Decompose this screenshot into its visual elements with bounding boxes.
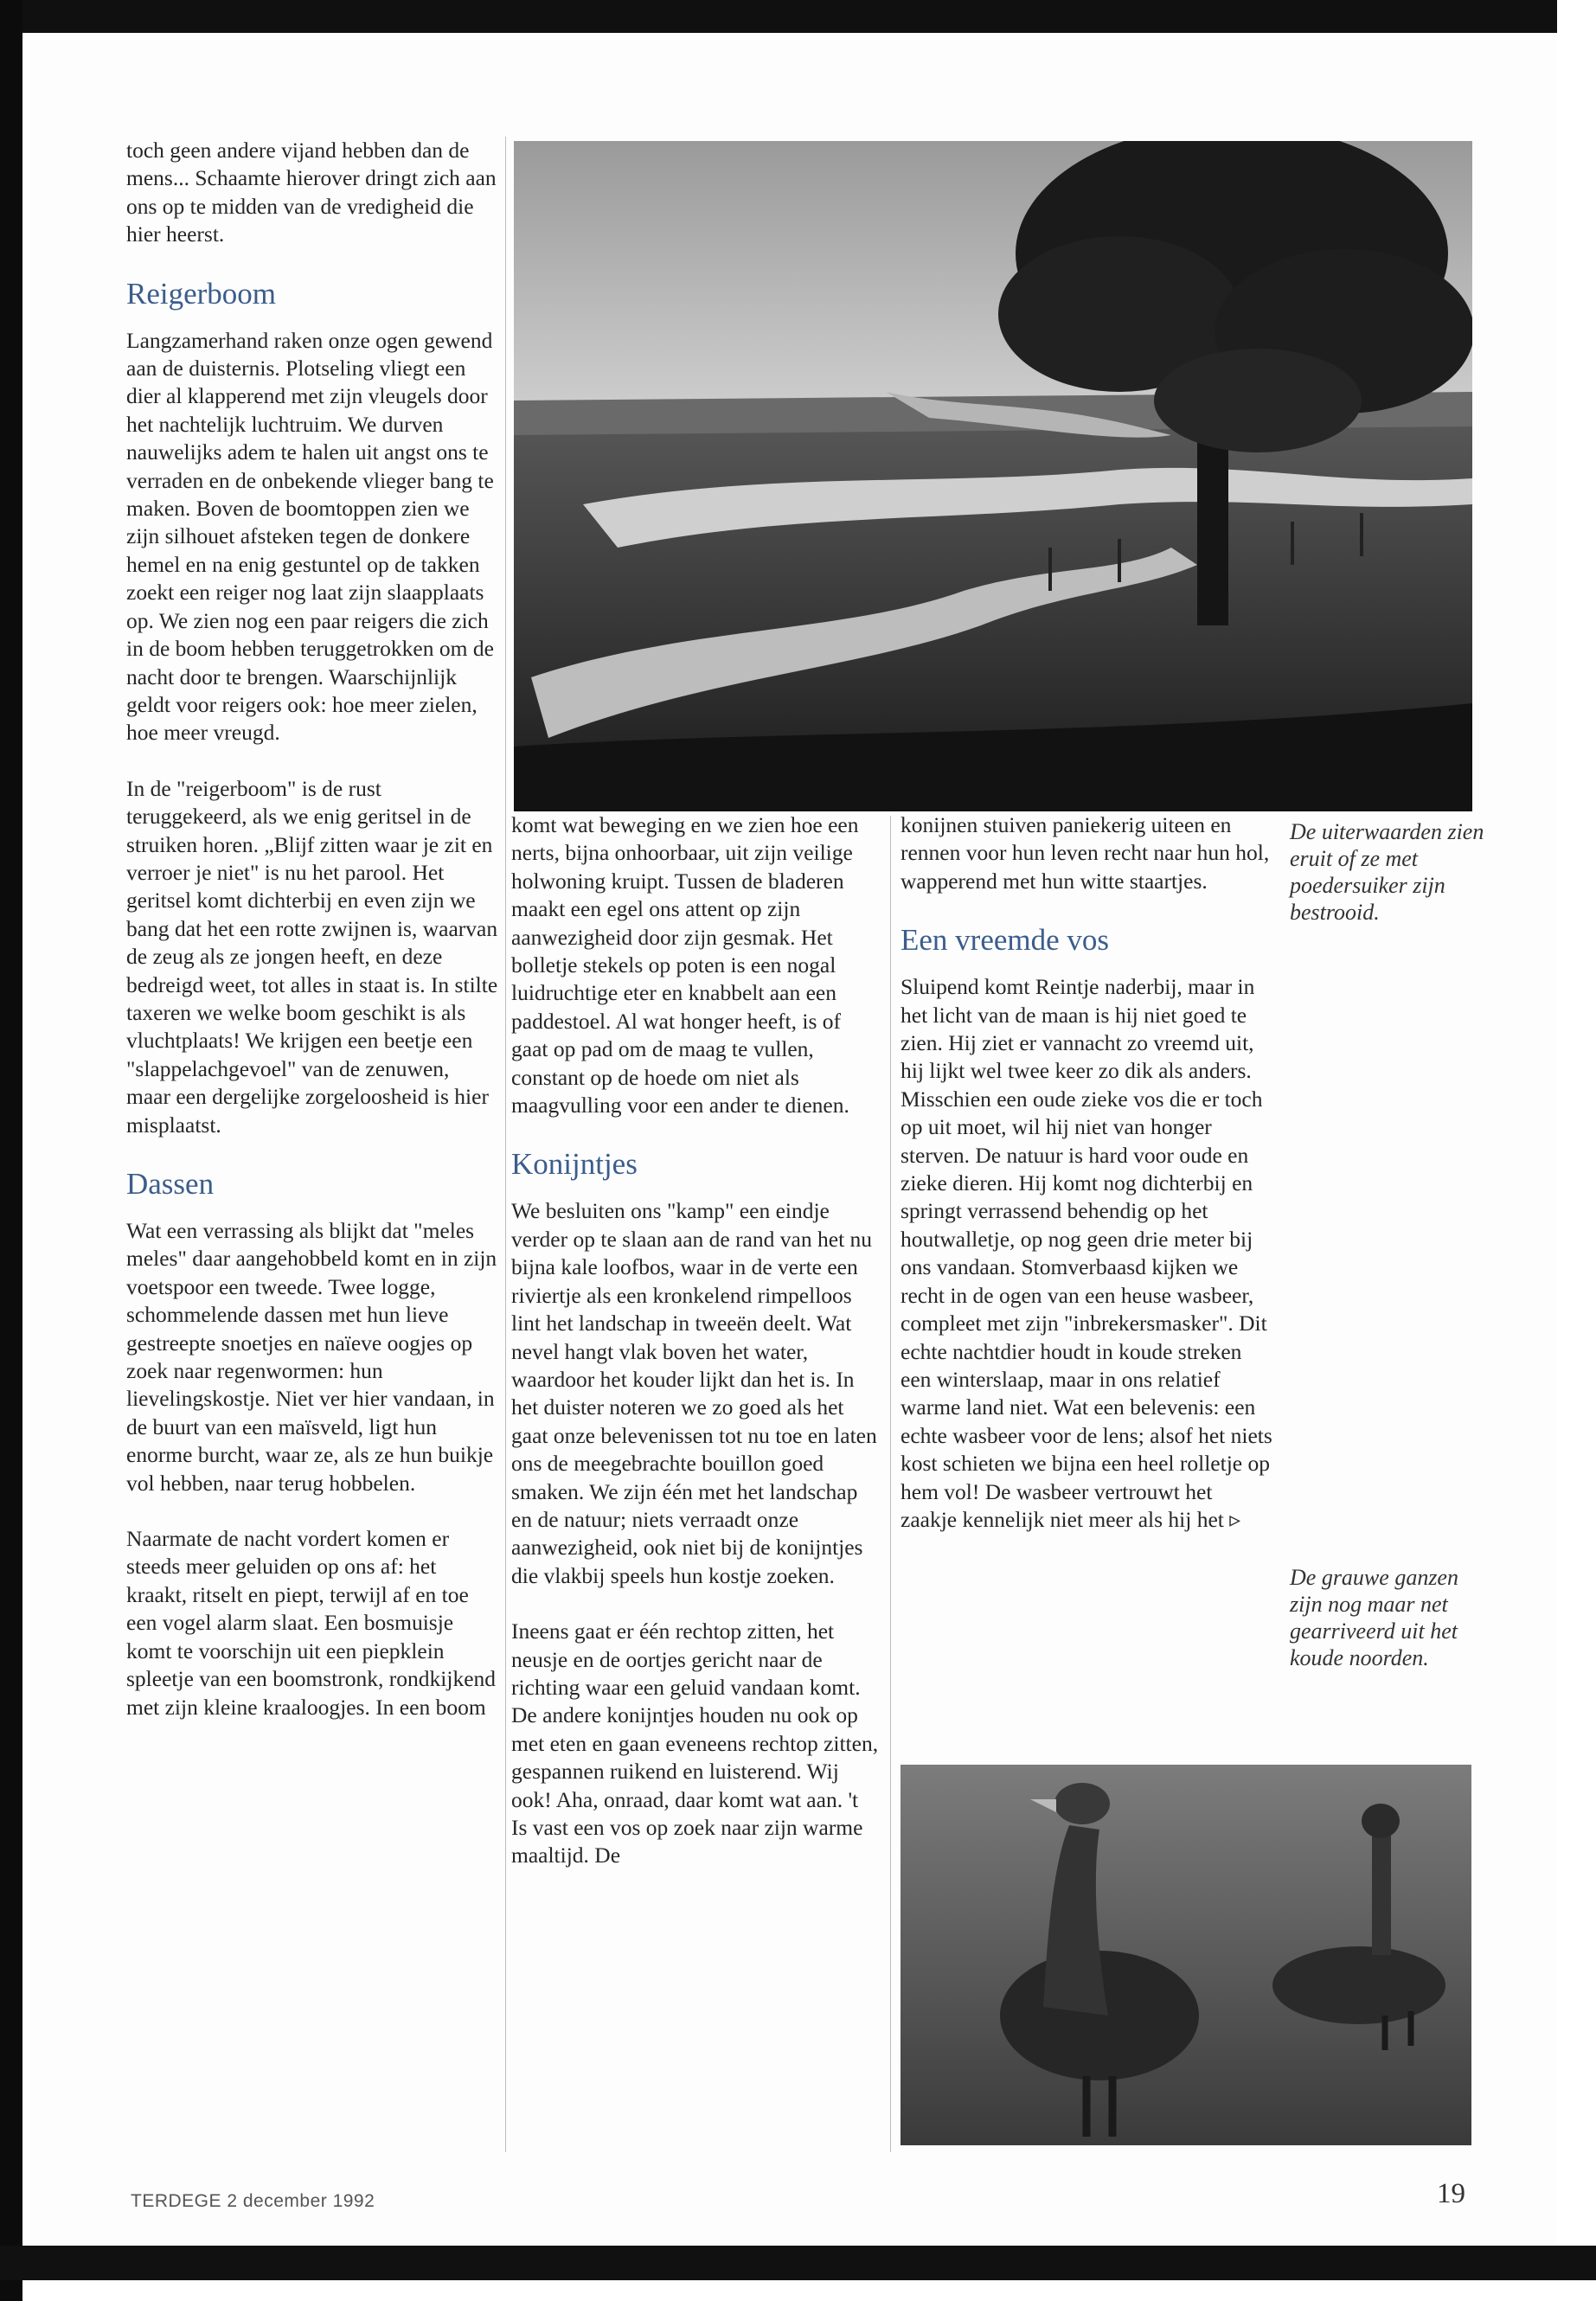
section-heading-dassen: Dassen	[126, 1167, 215, 1201]
paragraph: Langzamerhand raken onze ogen gewend aan de duisternis. Plotseling vliegt een dier al klapperend met zijn vleugels door het nachtelijk luchtruim. We durven nauwelijks adem te halen uit angst ons te verraden en de onbekende vlieger bang te maken. Boven de boomtoppen zien we zijn silhouet afsteken tegen de donkere hemel en na enig gestuntel op de takken zoekt een reiger nog laat zijn slaapplaats op. We zien nog een paar reigers die zich in de boom hebben teruggetrokken om de nacht door te brengen. Waarschijnlijk geldt voor reigers ook: hoe meer zielen, hoe meer vreugd.	[126, 327, 494, 746]
section-heading-een-vreemde-vos: Een vreemde vos	[901, 923, 1110, 958]
scan-border-bottom	[0, 2246, 1596, 2280]
magazine-page	[22, 33, 1557, 2246]
paragraph: komt wat beweging en we zien hoe een nerts, bijna onhoorbaar, uit zijn veilige holwoning kruipt. Tussen de bladeren maakt een egel ons attent op zijn aanwezigheid door zijn gesmak. Het bolletje stekels op poten is een nogal luidruchtige eter en knabbelt aan een paddestoel. Al wat honger heeft, is of gaat op pad om de maag te vullen, constant op de hoede om niet als maagvulling voor een ander te dienen.	[511, 812, 859, 1118]
scan-border-left	[0, 0, 22, 2301]
paragraph: We besluiten ons "kamp" een eindje verder op te slaan aan de rand van het nu bijna kale loofbos, waar in de verte een riviertje als een kronkelend rimpelloos lint het landschap in tweeën deelt. Wat nevel hangt vlak boven het water, waardoor het kouder lijkt dan het is. In het duister noteren we zo goed als het gaat onze belevenissen tot nu toe en laten ons de meegebrachte bouillon goed smaken. We zijn één met het landschap en de natuur; niets verraadt onze aanwezigheid, ook niet bij de konijntjes die vlakbij speels hun kostje zoeken.	[511, 1198, 877, 1588]
geese-photo	[901, 1765, 1471, 2145]
paragraph: Ineens gaat er één rechtop zitten, het neusje en de oortjes gericht naar de richting waar een geluid vandaan komt. De andere konijntjes houden nu ook op met eten en gaan eveneens rechtop zitten, gespannen ruikend en luisterend. Wij ook! Aha, onraad, daar komt wat aan. 't Is vast een vos op zoek naar zijn warme maaltijd. De	[511, 1618, 879, 1868]
section-heading-reigerboom: Reigerboom	[126, 276, 277, 311]
column-rule	[505, 137, 506, 2152]
paragraph: In de "reigerboom" is de rust teruggekeerd, als we enig geritsel in de struiken horen. „Blijf zitten waar je zit en verroer je niet" is nu het parool. Het geritsel komt dichterbij en even zijn we bang dat het een rotte zwijnen is, waarvan de zeug als ze jongen heeft, en deze bedreigd weet, tot alles in staat is. In stilte taxeren we welke boom geschikt is als vluchtplaats! We krijgen een beetje een "slappelachgevoel" van de zenuwen, maar een dergelijke zorgeloosheid is hier misplaatst.	[126, 775, 498, 1138]
section-heading-konijntjes: Konijntjes	[511, 1147, 638, 1182]
intro-paragraph: toch geen andere vijand hebben dan de mens... Schaamte hierover dringt zich aan ons op te midden van de vredigheid die hier heerst.	[126, 138, 497, 247]
paragraph: Sluipend komt Reintje naderbij, maar in het licht van de maan is hij niet goed te zien. Hij ziet er vannacht zo vreemd uit, hij lijkt wel twee keer zo dik als anders. Misschien een oude zieke vos die er toch op uit moet, wil hij niet van honger sterven. De natuur is hard voor oude en zieke dieren. Hij komt nog dichterbij en springt verrassend behendig op het houtwalletje, op nog geen drie meter bij ons vandaan. Stomverbaasd kijken we recht in de ogen van een heuse wasbeer, compleet met zijn "inbrekersmasker". Dit echte nachtdier houdt in koude streken een winterslaap, maar in ons relatief warme land niet. Wat een belevenis: een echte wasbeer voor de lens; alsof het niets kost schieten we bijna een heel rolletje op hem vol! De wasbeer vertrouwt het zaakje kennelijk niet meer als hij het ▹	[901, 974, 1272, 1532]
text-column-2	[511, 811, 879, 1898]
column-rule	[890, 816, 891, 2152]
footer-magazine-info: TERDEGE 2 december 1992	[131, 2191, 375, 2211]
paragraph: Wat een verrassing als blijkt dat "meles meles" daar aangehobbeld komt en in zijn voetspoor een tweede. Twee logge, schommelende dassen met hun lieve gestreepte snoetjes en naïeve oogjes op zoek naar regenwormen: hun lievelingskostje. Niet ver hier vandaan, in de buurt van een maïsveld, ligt hun enorme burcht, waar ze, als ze hun buikje vol hebben, naar terug hobbelen.	[126, 1218, 497, 1496]
river-landscape-photo	[514, 141, 1472, 811]
paragraph: Naarmate de nacht vordert komen er steeds meer geluiden op ons af: het kraakt, ritselt en piept, terwijl af en toe een vogel alarm slaat. Een bosmuisje komt te voorschijn uit een piepklein spleetje van een boomstronk, rondkijkend met zijn kleine kraaloogjes. In een boom	[126, 1526, 497, 1720]
scan-border-top	[0, 0, 1596, 33]
scan-margin-right	[1557, 0, 1596, 2301]
paragraph: konijnen stuiven paniekerig uiteen en rennen voor hun leven recht naar hun hol, wapperend met hun witte staartjes.	[901, 812, 1270, 894]
photo-caption-landscape: De uiterwaarden zien eruit of ze met poedersuiker zijn bestrooid.	[1290, 819, 1484, 925]
text-column-3	[901, 811, 1272, 1561]
page-number: 19	[1437, 2178, 1465, 2209]
photo-caption-geese: De grauwe ganzen zijn nog maar net gearriveerd uit het koude noorden.	[1290, 1565, 1458, 1670]
text-column-1	[126, 137, 498, 1749]
